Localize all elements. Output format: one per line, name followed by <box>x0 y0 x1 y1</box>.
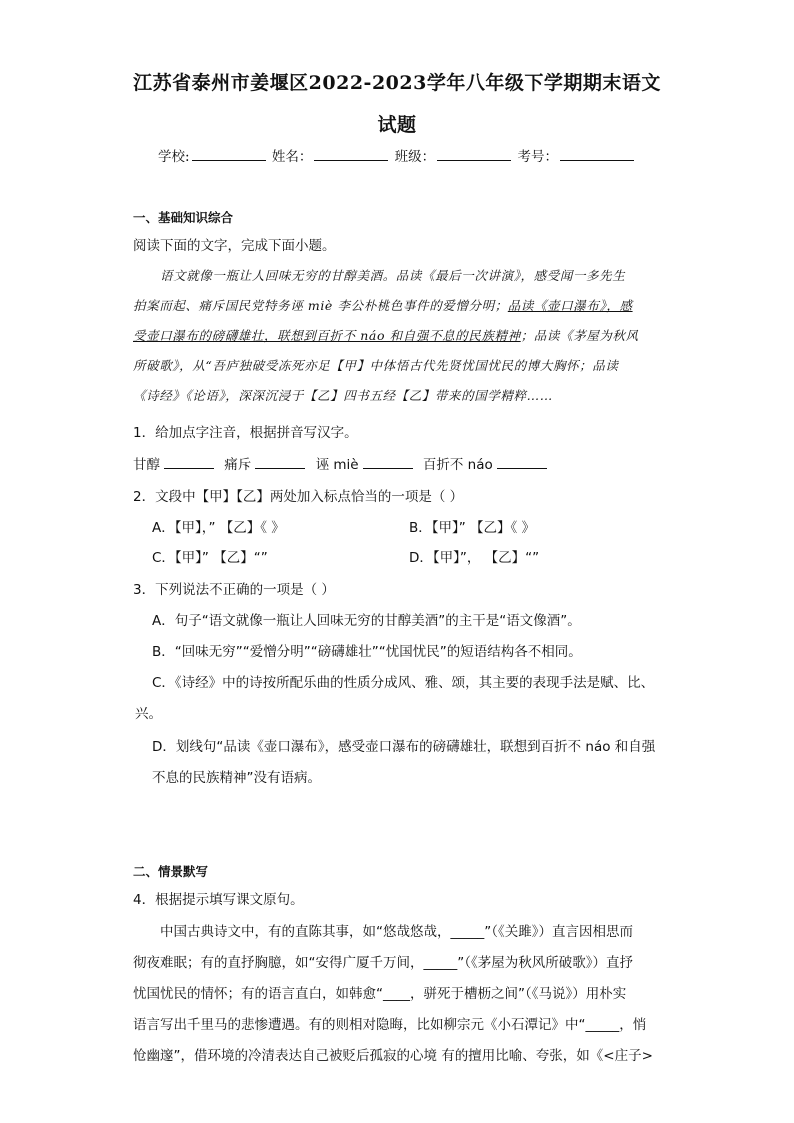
exam-title-line2: 试题 <box>377 114 417 136</box>
q3-option-a[interactable]: A．句子“语文就像一瓶让人回味无穷的甘醇美酒”的主干是“语文像酒”。 <box>152 613 581 629</box>
q3-option-c-cont: 兴。 <box>135 706 162 722</box>
school-label: 学校: <box>158 149 190 165</box>
q4-stem: 4．根据提示填写课文原句。 <box>133 892 304 908</box>
number-label: 考号： <box>517 149 558 165</box>
q1-blank-4[interactable] <box>497 456 547 469</box>
q1-item-3: 诬 miè <box>315 457 359 473</box>
q2-stem: 2．文段中【甲】【乙】两处加入标点恰当的一项是（ ） <box>133 489 464 505</box>
q1-blank-2[interactable] <box>255 456 305 469</box>
passage-line-3-text: ；品读《茅屋为秋风 <box>520 328 639 343</box>
passage-line-3 <box>133 326 639 344</box>
class-blank[interactable] <box>437 148 511 161</box>
q2-option-c[interactable]: C．【甲】” 【乙】“” <box>152 550 268 566</box>
q3-option-d-cont: 不息的民族精神”没有语病。 <box>152 770 321 786</box>
q3-option-d[interactable]: D．划线句“品读《壶口瀑布》，感受壶口瀑布的磅礴雄壮，联想到百折不 náo 和自强 <box>152 739 656 755</box>
q1-item-1: 甘醇 <box>133 457 160 473</box>
q3-option-c[interactable]: C．《诗经》中的诗按所配乐曲的性质分成风、雅、颂，其主要的表现手法是赋、比、 <box>152 675 655 691</box>
q4-line-1: 中国古典诗文中，有的直陈其事，如“悠哉悠哉，_____”（《关雎》）直言因相思而 <box>160 924 633 940</box>
section1-intro: 阅读下面的文字，完成下面小题。 <box>133 238 336 254</box>
q1-blank-1[interactable] <box>164 456 214 469</box>
student-info-row <box>0 145 794 165</box>
q1-items <box>133 453 553 473</box>
class-label: 班级： <box>394 149 436 165</box>
q4-line-3: 忧国忧民的情怀；有的语言直白，如韩愈“____，骈死于槽枥之间”（《马说》）用朴实 <box>133 986 627 1002</box>
passage-line-4: 所破歌》，从“吾庐独破受冻死亦足【甲】中体悟古代先贤忧国忧民的博大胸怀；品读 <box>133 358 619 373</box>
school-blank[interactable] <box>192 148 266 161</box>
passage-line-1: 语文就像一瓶让人回味无穷的甘醇美酒。品读《最后一次讲演》，感受闻一多先生 <box>160 268 626 283</box>
q1-blank-3[interactable] <box>363 456 413 469</box>
q1-item-2: 痛斥 <box>224 457 252 473</box>
q4-line-2: 彻夜难眠；有的直抒胸臆，如“安得广厦千万间，_____”（《茅屋为秋风所破歌》）直抒 <box>133 955 633 971</box>
q3-stem: 3．下列说法不正确的一项是（ ） <box>133 582 335 598</box>
number-blank[interactable] <box>560 148 634 161</box>
passage-line-5: 《诗经》《论语》，深深沉浸于【乙】四书五经【乙】带来的国学精粹…… <box>133 388 553 403</box>
passage-line-2 <box>133 296 633 314</box>
q1-stem: 1．给加点字注音，根据拼音写汉字。 <box>133 425 358 441</box>
q4-line-4: 语言写出千里马的悲惨遭遇。有的则相对隐晦，比如柳宗元《小石潭记》中“_____，悄 <box>133 1017 647 1033</box>
exam-title-line1: 江苏省泰州市姜堰区2022-2023学年八年级下学期期末语文 <box>133 72 661 94</box>
section1-heading: 一、基础知识综合 <box>133 210 234 225</box>
q1-item-4: 百折不 náo <box>422 457 493 473</box>
underlined-sentence-part2: 受壶口瀑布的磅礴雄壮，联想到百折不 náo 和自强不息的民族精神 <box>133 328 521 343</box>
q2-option-d[interactable]: D．【甲】”， 【乙】“” <box>409 550 540 566</box>
q2-option-b[interactable]: B．【甲】” 【乙】《 》 <box>409 520 536 536</box>
passage-line-2-text: 拍案而起、痛斥国民党特务诬 miè 李公朴桃色事件的爱憎分明； <box>133 298 508 313</box>
name-label: 姓名： <box>271 149 313 165</box>
q2-option-a[interactable]: A．【甲】，” 【乙】《 》 <box>152 520 285 536</box>
section2-heading: 二、情景默写 <box>133 864 209 879</box>
q3-option-b[interactable]: B．“回味无穷”“爱憎分明”“磅礴雄壮”“忧国忧民”的短语结构各不相同。 <box>152 644 582 660</box>
underlined-sentence-part1: 品读《壶口瀑布》，感 <box>507 298 633 313</box>
name-blank[interactable] <box>314 148 388 161</box>
q4-line-5: 怆幽邃”，借环境的冷清表达自己被贬后孤寂的心境 有的擅用比喻、夸张，如《<庄子> <box>133 1048 653 1064</box>
